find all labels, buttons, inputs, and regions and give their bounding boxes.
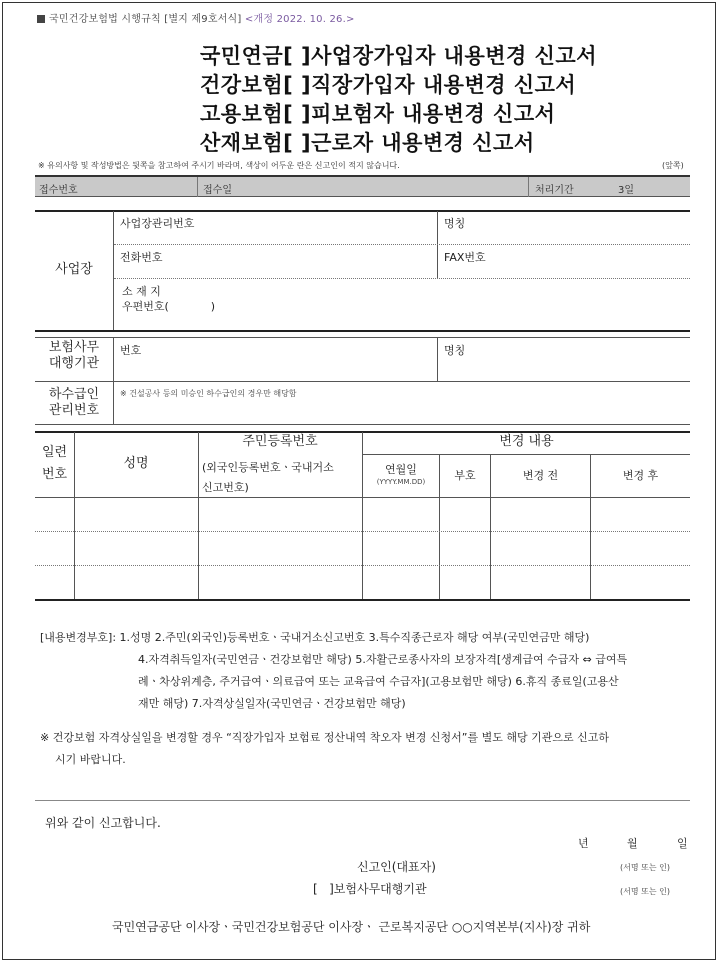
code-line: [내용변경부호]: 1.성명 2.주민(외국인)등록번호ㆍ국내거소신고번호 3.특수직종근로자 해당 여부(국민연금만 해당) xyxy=(40,631,590,644)
reporter-sign-hint: (서명 또는 인) xyxy=(620,863,670,872)
after-header: 변경 후 xyxy=(622,469,659,482)
code-header: 부호 xyxy=(454,469,476,482)
workplace-phone-label: 전화번호 xyxy=(120,251,163,264)
agency-sign-label: [ ]보험사무대행기관 xyxy=(313,882,427,896)
change-codes xyxy=(40,627,690,715)
code-line: 4.자격취득일자(국민연금ㆍ건강보험만 해당) 5.자활근로종사자의 보장자격[생계급여 수급자 ⇔ 급여특 xyxy=(138,653,628,666)
receipt-number-label: 접수번호 xyxy=(39,185,78,196)
code-line: 재만 해당) 7.자격상실일자(국민연금ㆍ건강보험만 해당) xyxy=(138,697,406,710)
header-bottom xyxy=(35,497,690,498)
row-divider xyxy=(114,244,690,245)
code-line: 례ㆍ차상위계층, 주거급여ㆍ의료급여 또는 교육급여 수급자](고용보험만 해당) 6.휴직 종료일(고용산 xyxy=(138,675,619,688)
rrn-subheader: (외국인등록번호ㆍ국내거소 신고번호) xyxy=(202,461,334,494)
divider xyxy=(362,432,363,600)
processing-period-label: 처리기간 xyxy=(535,185,574,196)
processing-period-value: 3일 xyxy=(618,185,635,196)
subcontractor-section-label: 하수급인 관리번호 xyxy=(48,387,100,418)
workplace-fax-label: FAX번호 xyxy=(444,251,486,264)
table-border xyxy=(35,599,690,601)
title-health: 건강보험[ ]직장가입자 내용변경 신고서 xyxy=(200,73,577,97)
table-row xyxy=(35,531,690,532)
square-bullet-icon xyxy=(37,15,45,23)
divider xyxy=(198,432,199,600)
agency-number-label: 번호 xyxy=(120,344,142,357)
receipt-bar xyxy=(35,175,690,197)
workplace-mgmt-no-label: 사업장관리번호 xyxy=(120,217,195,230)
before-header: 변경 전 xyxy=(522,469,559,482)
receipt-date-label: 접수일 xyxy=(203,185,232,196)
title-pension: 국민연금[ ]사업장가입자 내용변경 신고서 xyxy=(200,44,597,68)
section-border xyxy=(35,424,690,425)
form-titles xyxy=(200,42,597,158)
reporter-label: 신고인(대표자) xyxy=(357,860,436,874)
section-border xyxy=(35,330,690,332)
year-label: 년 xyxy=(578,837,589,850)
header-divider xyxy=(363,454,690,455)
subcontractor-note: ※ 건설공사 등의 미승인 하수급인의 경우만 해당함 xyxy=(120,389,297,398)
declaration-text: 위와 같이 신고합니다. xyxy=(45,816,161,830)
change-header: 변경 내용 xyxy=(499,434,554,449)
revision-date: <개정 2022. 10. 26.> xyxy=(244,14,355,25)
serial-header: 일련 번호 xyxy=(41,445,68,482)
workplace-name-label: 명칭 xyxy=(444,217,466,230)
table-row xyxy=(35,565,690,566)
date-format-hint: (YYYY.MM.DD) xyxy=(376,478,426,486)
name-header: 성명 xyxy=(123,456,149,471)
note-bottom xyxy=(40,727,690,771)
section-border xyxy=(35,337,690,338)
workplace-section-label: 사업장 xyxy=(55,262,93,277)
divider xyxy=(113,211,114,331)
divider xyxy=(437,338,438,381)
divider xyxy=(113,382,114,424)
form-header xyxy=(37,10,355,25)
form-reference: 국민건강보험법 시행규칙 [별지 제9호서식] xyxy=(49,14,242,25)
workplace-postal-label: 우편번호( ) xyxy=(122,300,216,313)
workplace-address-label: 소 재 지 xyxy=(122,285,161,298)
agency-sign-hint: (서명 또는 인) xyxy=(620,887,670,896)
agency-section-label: 보험사무 대행기관 xyxy=(48,340,100,371)
divider xyxy=(197,177,198,197)
row-divider xyxy=(114,278,690,279)
title-industrial: 산재보험[ ]근로자 내용변경 신고서 xyxy=(200,131,535,155)
recipients: 국민연금공단 이사장ㆍ국민건강보험공단 이사장ㆍ 근로복지공단 ○○지역본부(지사)장 귀하 xyxy=(112,920,591,934)
front-page-label: (앞쪽) xyxy=(662,161,684,170)
divider xyxy=(113,338,114,381)
section-border xyxy=(35,381,690,382)
date-header: 연월일 xyxy=(385,463,417,476)
note-line: ※ 건강보험 자격상실일을 변경할 경우 “직장가입자 보험료 정산내역 착오자 변경 신청서”를 별도 해당 기관으로 신고하 xyxy=(40,731,609,744)
rrn-header: 주민등록번호 xyxy=(242,434,318,449)
divider xyxy=(35,800,690,801)
divider xyxy=(528,177,529,197)
title-employment: 고용보험[ ]피보험자 내용변경 신고서 xyxy=(200,102,556,126)
agency-name-label: 명칭 xyxy=(444,344,466,357)
note-line: 시기 바랍니다. xyxy=(55,753,126,766)
month-label: 월 xyxy=(627,837,638,850)
note-top: ※ 유의사항 및 작성방법은 뒷쪽을 참고하여 주시기 바라며, 색상이 어두운 란은 신고인이 적지 않습니다. xyxy=(38,161,400,170)
section-border xyxy=(35,210,690,212)
day-label: 일 xyxy=(677,837,688,850)
